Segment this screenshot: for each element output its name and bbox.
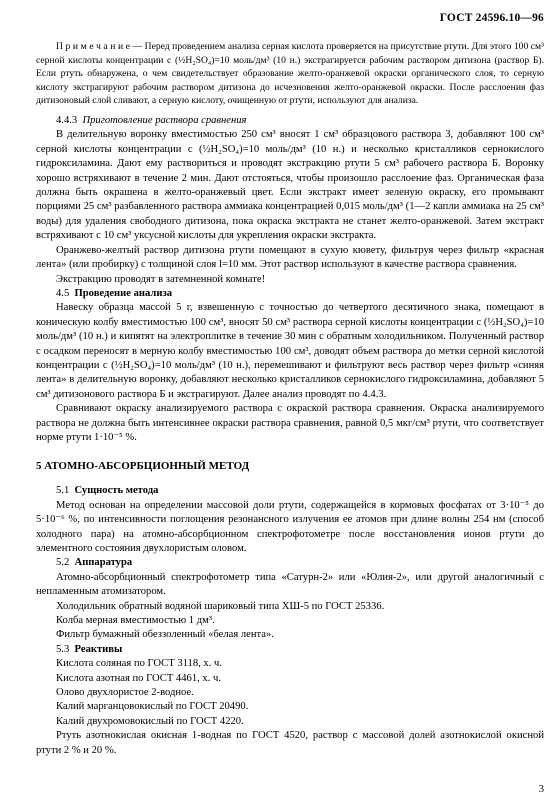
page-number: 3 [538,784,544,795]
section-title: Реактивы [74,643,123,655]
document-body [36,40,544,758]
section-5-3-heading [36,643,544,657]
list-item: Калий марганцовокислый по ГОСТ 20490. [56,701,249,713]
section-title: Аппаратура [74,557,133,569]
section-number: 5.1 [56,485,70,497]
list-item: Кислота азотная по ГОСТ 4461, х. ч. [56,672,221,684]
section-5-1-heading [36,484,544,498]
section-4-4-3-p3: Экстракцию проводят в затемненной комнате! [56,273,266,285]
section-5-title: 5 АТОМНО-АБСОРБЦИОННЫЙ МЕТОД [36,460,250,473]
list-item: Фильтр бумажный обеззоленный «белая лента». [56,629,274,641]
section-number: 5.3 [56,643,70,655]
section-title: Сущность метода [74,485,159,497]
list-item: Кислота соляная по ГОСТ 3118, х. ч. [56,658,223,670]
list-item: Холодильник обратный водяной шариковый типа ХШ-5 по ГОСТ 25336. [56,600,385,612]
section-title: Проведение анализа [74,287,173,299]
section-5-1-text: Метод основан на определении массовой доли ртути, содержащейся в кормовых фосфатах от 3·10⁻⁵ до 5·10⁻⁶ %, по интенсивности поглощения резонансного излучения ее атомов при длине волны 254 нм (способ холодного пара) на атомно-абсорбционном спектрофотометре после восстановления ионов ртути до элементного состояния двухлористым оловом. [36,499,544,554]
section-number: 4.5 [56,287,70,299]
section-4-4-3-p1: В делительную воронку вместимостью 250 см³ вносят 1 см³ образцового раствора 3, добавляют 100 см³ серной кислоты концентрации с (½H₂SO₄)=10 моль/дм³ (10 н.) и несколько кристалликов сернокислого гидроксиламина. Дают ему раствориться и проводят экстракцию ртути 5 см³ рабочего раствора Б. Воронку хорошо встряхивают в течение 2 мин. Дают отстояться, чтобы произошло расслоение фаз. Органическая фаза должна быть окрашена в желто-оранжевый цвет. Если экстракт имеет зеленую окраску, его промывают порциями 25 см³ разбавленного раствора аммиака концентрацией 0,015 моль/дм³ (1—2 капли аммиака на 25 см³ воды) для удаления свободного дитизона, пока окраска экстракта не станет желто-оранжевой. Затем экстракт встряхивают с 10 см³ уксусной кислоты для укрепления окраски экстракта. [36,129,544,242]
list-item: Колба мерная вместимостью 1 дм³. [56,615,215,626]
note-text: — Перед проведением анализа серная кислота проверяется на присутствие ртути. Для этого 100 см³ серной кислоты концентрации с (½H₂SO₄)=10 моль/дм³ (10 н.) экстрагируется рабочим раствором дитизона (раствор Б). Если ртуть обнаружена, о чем свидетельствует образование желто-оранжевой окраски органического слоя, то серную кислоту экстрагируют рабочим раствором дитизона до исчезновения желто-оранжевой окраски. После расслоения фаз дитизоновый слой сливают, а серную кислоту, очищенную от ртути, используют для анализа. [36,41,544,107]
section-number: 5.2 [56,557,70,569]
section-number: 4.4.3 [56,115,78,127]
list-item: Атомно-абсорбционный спектрофотометр типа «Сатурн-2» или «Юлия-2», или другой аналогичный с непламенным атомизатором. [36,571,544,598]
section-title: Приготовление раствора сравнения [82,115,247,127]
note-paragraph [36,40,544,108]
list-item: Калий двухромовокислый по ГОСТ 4220. [56,715,244,727]
section-4-5-p1: Навеску образца массой 5 г, взвешенную с точностью до четвертого десятичного знака, помещают в коническую колбу вместимостью 100 см³, вносят 50 см³ раствора серной кислоты концентрации с (½H₂SO₄)=10 моль/дм³ (10 н.) и кипятят на электроплитке в течение 30 мин с обратным холодильником. Полученный раствор с осадком переносят в мерную колбу вместимостью 100 см³, доводят объем раствора до метки серной кислотой концентрации с (½H₂SO₄)=10 моль/дм³ (10 н.), перемешивают и фильтруют весь раствор через фильтр «синяя лента» в делительную воронку, добавляют несколько кристалликов сернокислого гидроксиламина, добавляют 5 см³ дитизонового раствора Б и экстрагируют. Далее анализ проводят по 4.4.3. [36,302,544,400]
standard-header: ГОСТ 24596.10—96 [439,12,544,24]
document-page [36,12,544,802]
list-item: Олово двухлористое 2-водное. [56,687,194,699]
section-5-2-heading [36,556,544,570]
section-4-4-3-p2: Оранжево-желтый раствор дитизона ртути помещают в сухую кювету, фильтруя через фильтр «красная лента» (или пробирку) с толщиной слоя l=10 мм. Этот раствор используют в качестве раствора сравнения. [36,244,544,271]
note-label: Примечание [56,41,133,52]
list-item: Ртуть азотнокислая окисная 1-водная по ГОСТ 4520, раствор с массовой долей азотнокислой окисной ртути 2 % и 20 %. [36,730,544,756]
section-4-5-heading [36,287,544,301]
section-4-5-p2: Сравнивают окраску анализируемого раствора с окраской раствора сравнения. Окраска анализируемого раствора не должна быть интенсивнее окраски раствора сравнения, равной 0,5 мкг/см³ ртути, что соответствует норме ртути 1·10⁻⁵ %. [36,403,544,443]
section-4-4-3-heading [36,114,544,128]
